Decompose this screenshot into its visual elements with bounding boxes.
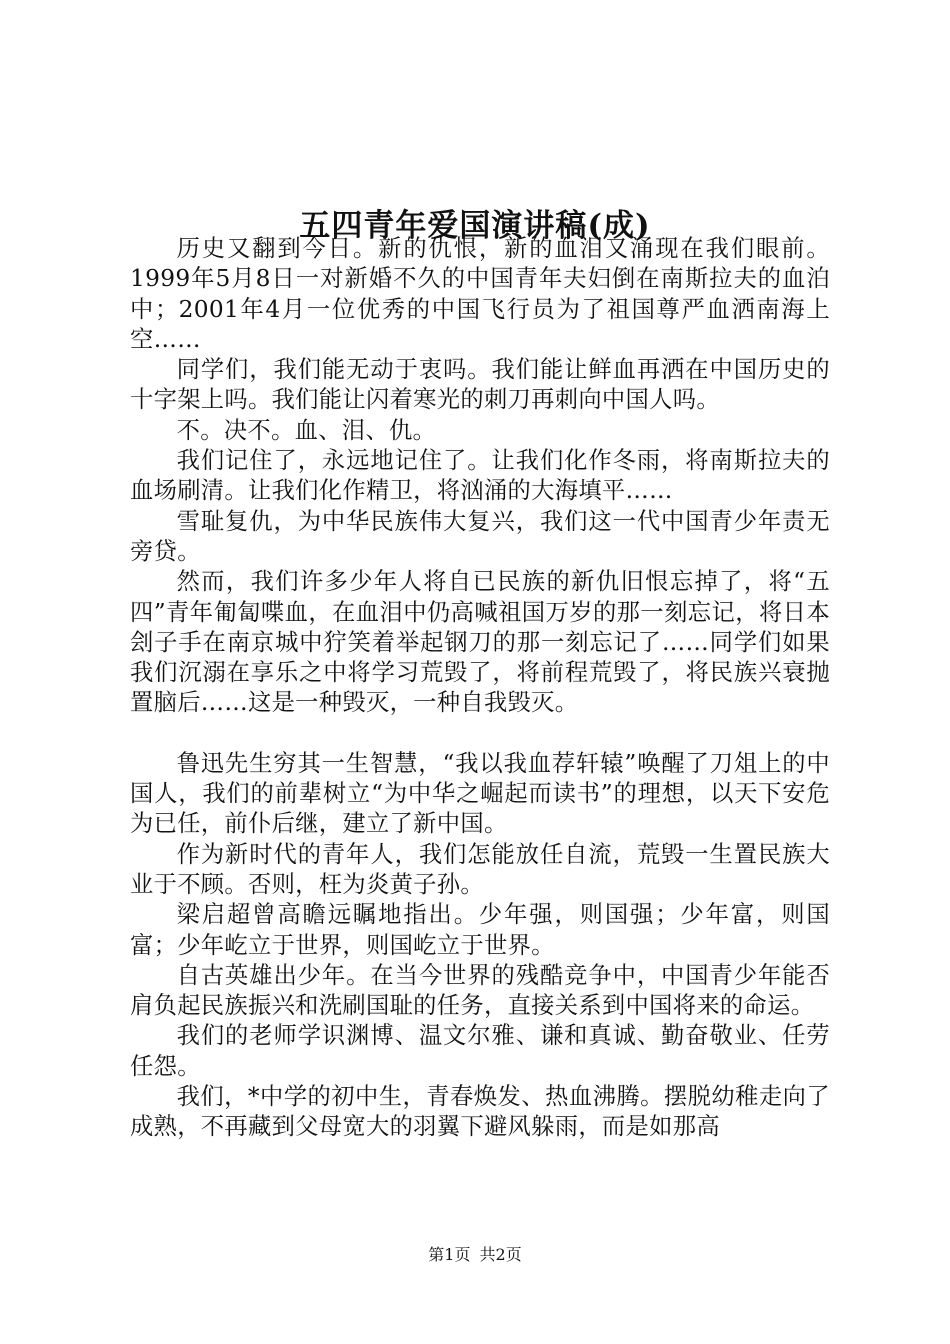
paragraph-4: 我们记住了，永远地记住了。让我们化作冬雨，将南斯拉夫的血场刷清。让我们化作精卫，将汹涌的大海填平……	[130, 447, 830, 505]
document-title: 五四青年爱国演讲稿(成)	[299, 207, 651, 244]
paragraph-2: 同学们，我们能无动于衷吗。我们能让鲜血再洒在中国历史的十字架上吗。我们能让闪着寒光的刺刀再刺向中国人吗。	[130, 356, 830, 414]
paragraph-11: 我们的老师学识渊博、温文尔雅、谦和真诚、勤奋敬业、任劳任怨。	[130, 1022, 830, 1080]
paragraph-10: 自古英雄出少年。在当今世界的残酷竞争中，中国青少年能否肩负起民族振兴和洗刷国耻的任务，直接关系到中国将来的命运。	[130, 961, 830, 1020]
paragraph-6: 然而，我们许多少年人将自已民族的新仇旧恨忘掉了，将“五四”青年匍匐喋血，在血泪中仍高喊祖国万岁的那一刻忘记，将日本刽子手在南京城中狞笑着举起钢刀的那一刻忘记了……同学们如果我们沉溺在享乐之中将学习荒毁了，将前程荒毁了，将民族兴衰抛置脑后……这是一种毁灭，一种自我毁灭。	[130, 568, 830, 717]
paragraph-3: 不。决不。血、泪、仇。	[176, 416, 437, 444]
document-body	[130, 234, 830, 1143]
paragraph-1: 历史又翻到今日。新的仇恨，新的血泪又涌现在我们眼前。1999年5月8日一对新婚不久的中国青年夫妇倒在南斯拉夫的血泊中；2001年4月一位优秀的中国飞行员为了祖国尊严血洒南海上空……	[130, 235, 830, 353]
page-number-label: 第1页 共2页	[428, 1245, 522, 1264]
paragraph-12: 我们，*中学的初中生，青春焕发、热血沸腾。摆脱幼稚走向了成熟，不再藏到父母宽大的羽翼下避风躲雨，而是如那高	[130, 1083, 830, 1141]
paragraph-5: 雪耻复仇，为中华民族伟大复兴，我们这一代中国青少年责无旁贷。	[130, 507, 830, 565]
paragraph-7: 鲁迅先生穷其一生智慧，“我以我血荐轩辕”唤醒了刀俎上的中国人，我们的前辈树立“为中华之崛起而读书”的理想，以天下安危为已任，前仆后继，建立了新中国。	[130, 749, 830, 838]
paragraph-9: 梁启超曾高瞻远瞩地指出。少年强，则国强；少年富，则国富；少年屹立于世界，则国屹立于世界。	[130, 901, 830, 959]
paragraph-8: 作为新时代的青年人，我们怎能放任自流，荒毁一生置民族大业于不顾。否则，枉为炎黄子孙。	[130, 840, 830, 898]
page-footer	[0, 1244, 950, 1266]
